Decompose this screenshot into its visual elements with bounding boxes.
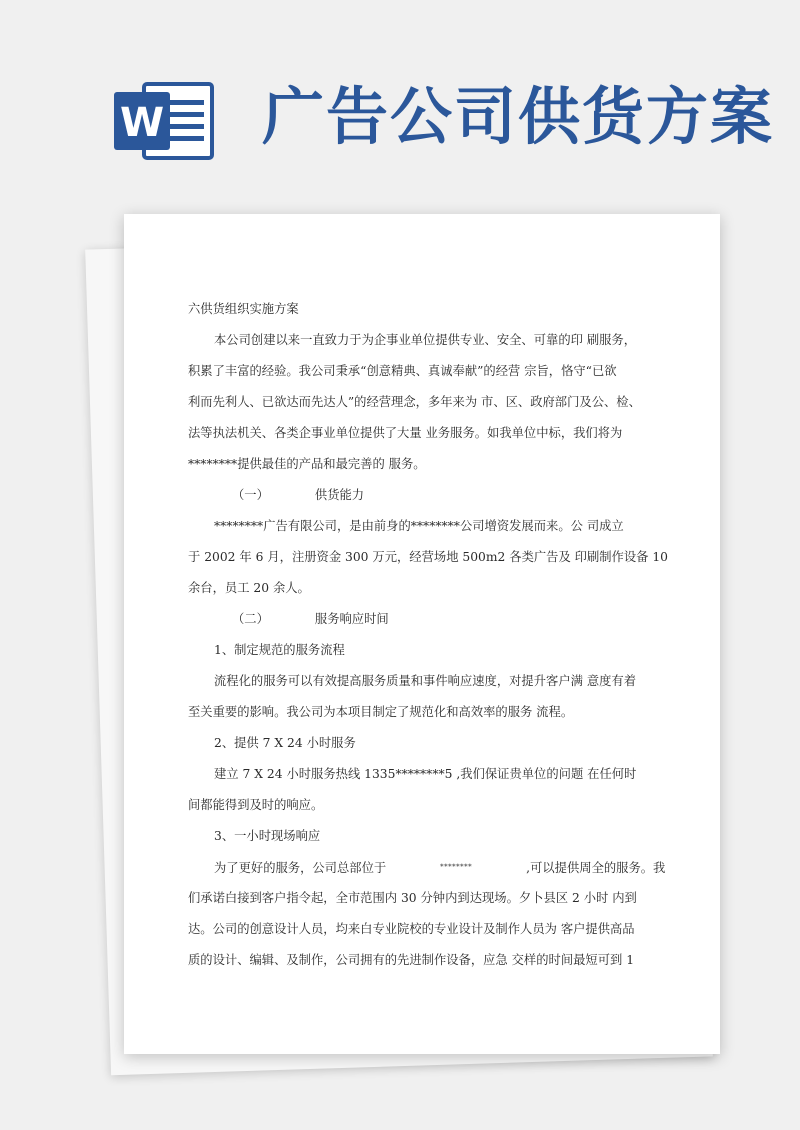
paragraph-line: 余台，员工 20 余人。 bbox=[188, 581, 310, 595]
list-item-heading: 2、提供 7 X 24 小时服务 bbox=[214, 736, 356, 750]
paragraph-line: 质的设计、编辑、及制作，公司拥有的先进制作设备，应急 交样的时间最短可到 1 bbox=[188, 953, 635, 967]
paragraph-line: ********提供最佳的产品和最完善的 服务。 bbox=[188, 457, 426, 471]
paragraph-line: ********广告有限公司，是由前身的********公司增资发展而来。公 司成立 bbox=[214, 519, 624, 533]
document-body bbox=[188, 294, 668, 976]
paragraph-line bbox=[188, 852, 666, 883]
paragraph-line: 本公司创建以来一直致力于为企事业单位提供专业、安全、可靠的印 刷服务， bbox=[214, 333, 637, 347]
word-logo-letter: W bbox=[119, 100, 165, 146]
subsection-title: 服务响应时间 bbox=[314, 612, 389, 626]
document-title: 广告公司供货方案 bbox=[262, 80, 775, 153]
list-item-heading: 3、一小时现场响应 bbox=[214, 829, 321, 843]
redacted-location: ******** bbox=[440, 863, 473, 871]
subsection-heading bbox=[188, 604, 638, 635]
subsection-number: （一） bbox=[232, 488, 269, 502]
paragraph-line: 间都能得到及时的响应。 bbox=[188, 798, 324, 812]
paragraph-line: 于 2002 年 6 月，注册资金 300 万元，经营场地 500m2 各类广告及 印刷制作设备 10 bbox=[188, 550, 668, 564]
subsection-title: 供货能力 bbox=[314, 488, 365, 502]
subsection-heading bbox=[188, 480, 638, 511]
paragraph-line: 至关重要的影响。我公司为本项目制定了规范化和高效率的服务 流程。 bbox=[188, 705, 574, 719]
subsection-number: （二） bbox=[232, 612, 269, 626]
section-heading: 六供货组织实施方案 bbox=[188, 302, 299, 316]
paragraph-line: 流程化的服务可以有效提高服务质量和事件响应速度，对提升客户满 意度有着 bbox=[214, 674, 637, 688]
header-banner bbox=[0, 0, 800, 200]
paragraph-line: 建立 7 X 24 小时服务热线 1335********5 ,我们保证贵单位的问题 在任何时 bbox=[214, 767, 637, 781]
paragraph-text: 为了更好的服务，公司总部位于 bbox=[214, 861, 387, 875]
word-document-icon bbox=[110, 78, 216, 164]
paragraph-line: 利而先利人、已欲达而先达人”的经营理念，多年来为 市、区、政府部门及公、检、 bbox=[188, 395, 641, 409]
document-page bbox=[124, 214, 720, 1054]
list-item-heading: 1、制定规范的服务流程 bbox=[214, 643, 345, 657]
paragraph-line: 们承诺白接到客户指令起，全市范围内 30 分钟内到达现场。夕卜县区 2 小时 内到 bbox=[188, 891, 637, 905]
paragraph-text: ,可以提供周全的服务。我 bbox=[526, 861, 666, 875]
paragraph-line: 积累了丰富的经验。我公司秉承“创意精典、真诚奉献”的经营 宗旨，恪守“已欲 bbox=[188, 364, 617, 378]
paragraph-line: 达。公司的创意设计人员，均来白专业院校的专业设计及制作人员为 客户提供高品 bbox=[188, 922, 635, 936]
paragraph-line: 法等执法机关、各类企事业单位提供了大量 业务服务。如我单位中标，我们将为 bbox=[188, 426, 623, 440]
